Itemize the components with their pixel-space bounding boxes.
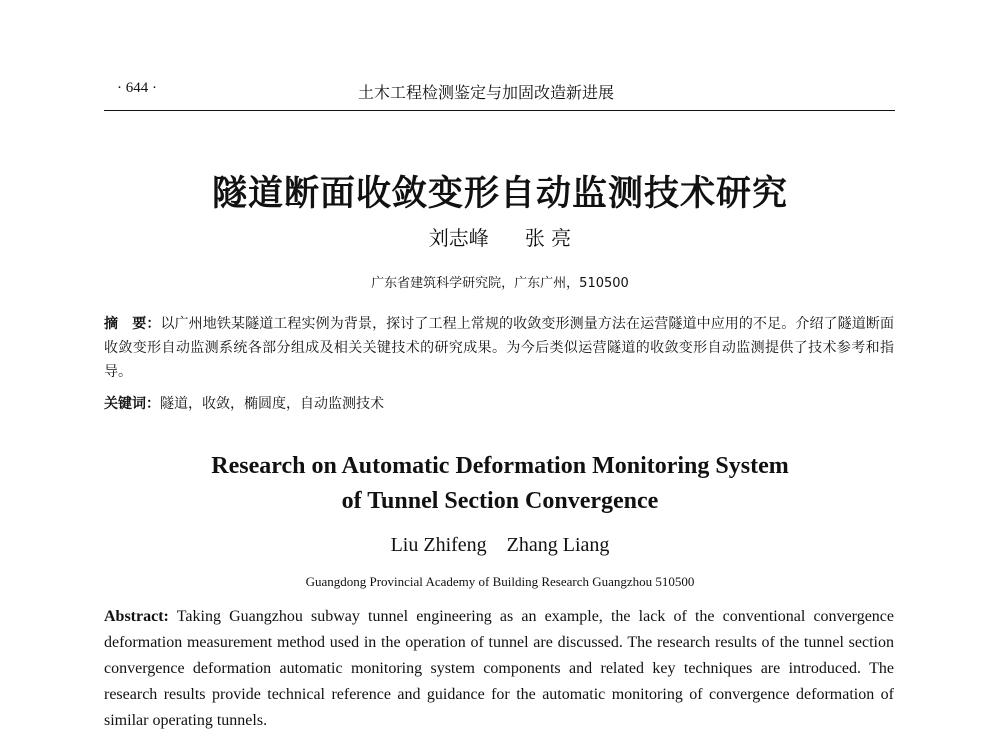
english-authors: [0, 534, 1000, 557]
english-abstract-text: Taking Guangzhou subway tunnel engineering as an example, the lack of the conventional convergence deformation measurement method used in the operation of tunnel are discussed. The research results of the tunnel section convergence deformation automatic monitoring system components and related key techniques are introduced. The research results provide technical reference and guidance for the automatic monitoring of convergence deformation of similar operating tunnels.: [104, 608, 894, 729]
chinese-abstract: [104, 312, 894, 384]
chinese-abstract-text: 以广州地铁某隧道工程实例为背景，探讨了工程上常规的收敛变形测量方法在运营隧道中应用的不足。介绍了隧道断面收敛变形自动监测系统各部分组成及相关关键技术的研究成果。为今后类似运营隧道的收敛变形自动监测提供了技术参考和指导。: [104, 316, 894, 380]
page-number: · 644 ·: [117, 80, 157, 96]
chinese-keywords-label: 关键词：: [104, 396, 160, 412]
english-title-line-2: of Tunnel Section Convergence: [341, 488, 659, 514]
chinese-authors: [0, 222, 1000, 251]
english-author-1: Liu Zhifeng: [390, 534, 487, 556]
english-abstract-label: Abstract:: [104, 608, 169, 625]
chinese-affiliation: 广东省建筑科学研究院，广东广州，510500: [371, 276, 629, 291]
chinese-keywords-text: 隧道，收敛，椭圆度，自动监测技术: [160, 396, 384, 412]
chinese-title: 隧道断面收敛变形自动监测技术研究: [211, 173, 788, 214]
english-title-line-1: Research on Automatic Deformation Monitoring System: [211, 453, 789, 479]
running-title: 土木工程检测鉴定与加固改造新进展: [358, 83, 615, 102]
chinese-abstract-label: 摘 要：: [104, 316, 161, 332]
header-rule: [104, 110, 895, 111]
english-abstract: [104, 604, 894, 734]
english-title: [0, 449, 1000, 519]
chinese-author-2: 张 亮: [524, 226, 572, 250]
chinese-keywords: [104, 392, 894, 416]
chinese-author-1: 刘志峰: [428, 226, 489, 250]
english-author-2: Zhang Liang: [506, 534, 610, 556]
english-affiliation: Guangdong Provincial Academy of Building Research Guangzhou 510500: [305, 574, 695, 589]
